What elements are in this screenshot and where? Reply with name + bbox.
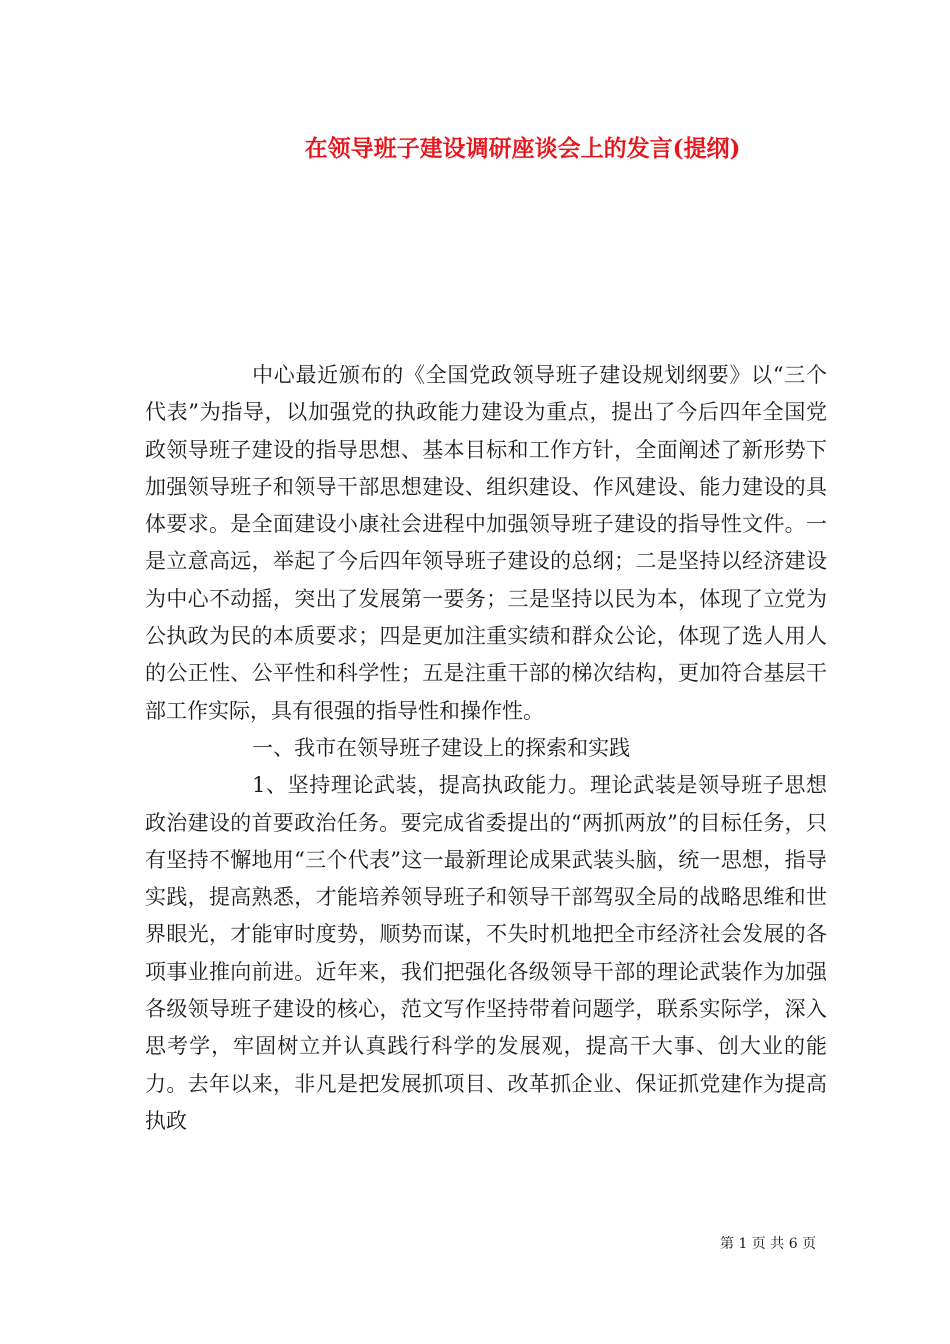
- body-paragraph: 1、坚持理论武装，提高执政能力。理论武装是领导班子思想政治建设的首要政治任务。要完成省委提出的“两抓两放”的目标任务，只有坚持不懈地用“三个代表”这一最新理论成果武装头脑，统一思想，指导实践，提高熟悉，才能培养领导班子和领导干部驾驭全局的战略思维和世界眼光，才能审时度势，顺势而谋，不失时机地把全市经济社会发展的各项事业推向前进。近年来，我们把强化各级领导干部的理论武装作为加强各级领导班子建设的核心，范文写作坚持带着问题学，联系实际学，深入思考学，牢固树立并认真践行科学的发展观，提高干大事、创大业的能力。去年以来，非凡是把发展抓项目、改革抓企业、保证抓党建作为提高执政: [145, 773, 827, 1133]
- document-body: [145, 357, 827, 1140]
- section-heading: 一、我市在领导班子建设上的探索和实践: [252, 735, 631, 760]
- document-title: 在领导班子建设调研座谈会上的发言(提纲): [304, 135, 741, 162]
- page-number: 第 1 页 共 6 页: [720, 1236, 817, 1252]
- intro-paragraph: 中心最近颁布的《全国党政领导班子建设规划纲要》以“三个代表”为指导，以加强党的执政能力建设为重点，提出了今后四年全国党政领导班子建设的指导思想、基本目标和工作方针，全面阐述了新形势下加强领导班子和领导干部思想建设、组织建设、作风建设、能力建设的具体要求。是全面建设小康社会进程中加强领导班子建设的指导性文件。一是立意高远，举起了今后四年领导班子建设的总纲；二是坚持以经济建设为中心不动摇，突出了发展第一要务；三是坚持以民为本，体现了立党为公执政为民的本质要求；四是更加注重实绩和群众公论，体现了选人用人的公正性、公平性和科学性；五是注重干部的梯次结构，更加符合基层干部工作实际，具有很强的指导性和操作性。: [145, 363, 827, 723]
